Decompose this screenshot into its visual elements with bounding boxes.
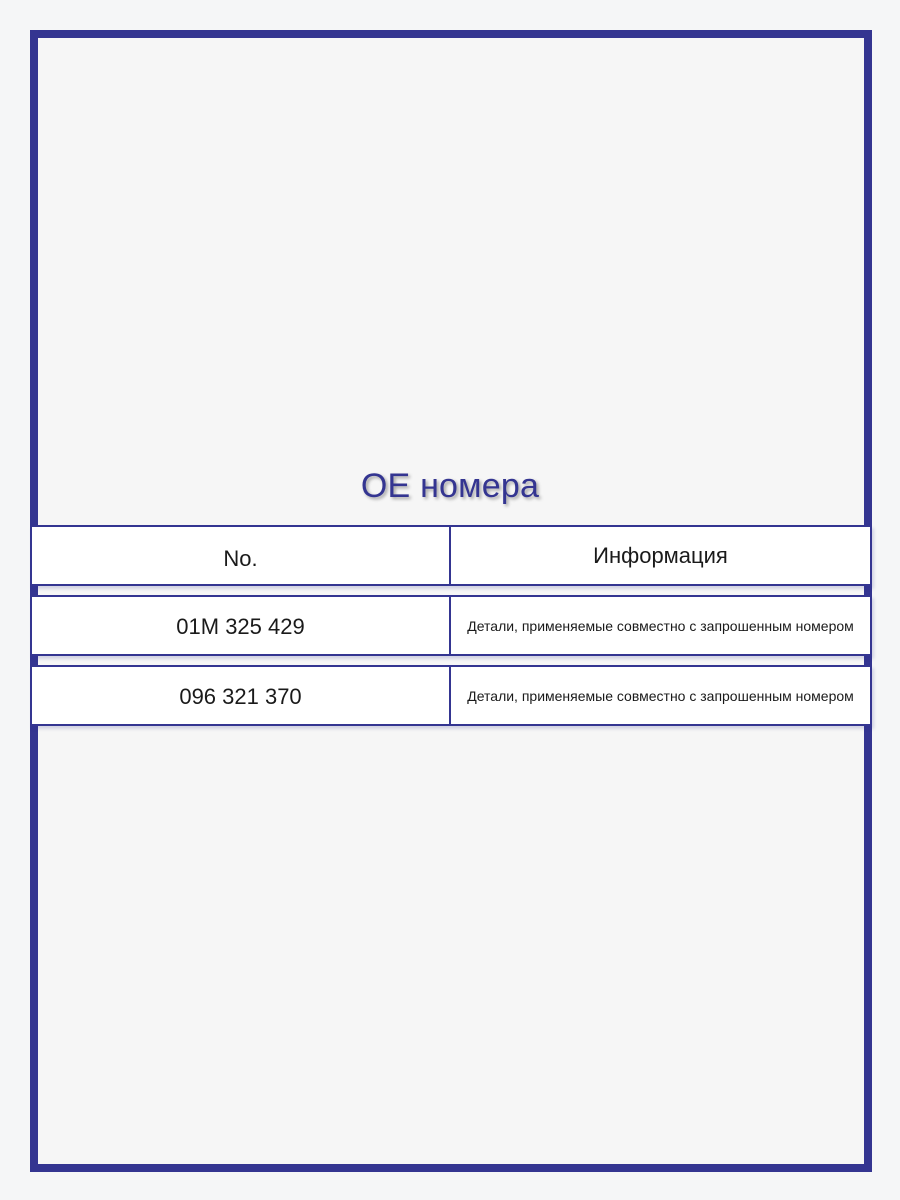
info-cell: Детали, применяемые совместно с запрошенным номером [467, 687, 854, 704]
header-no: No. [32, 527, 451, 584]
oe-number-cell: 096 321 370 [32, 667, 451, 724]
table-header-row [30, 525, 872, 586]
header-info: Информация [593, 542, 728, 568]
table-row [30, 665, 872, 726]
oe-number-cell: 01M 325 429 [32, 597, 451, 654]
info-cell: Детали, применяемые совместно с запрошенным номером [467, 617, 854, 634]
table-row [30, 595, 872, 656]
oe-numbers-table [30, 525, 872, 735]
page-title: OE номера [360, 467, 540, 505]
